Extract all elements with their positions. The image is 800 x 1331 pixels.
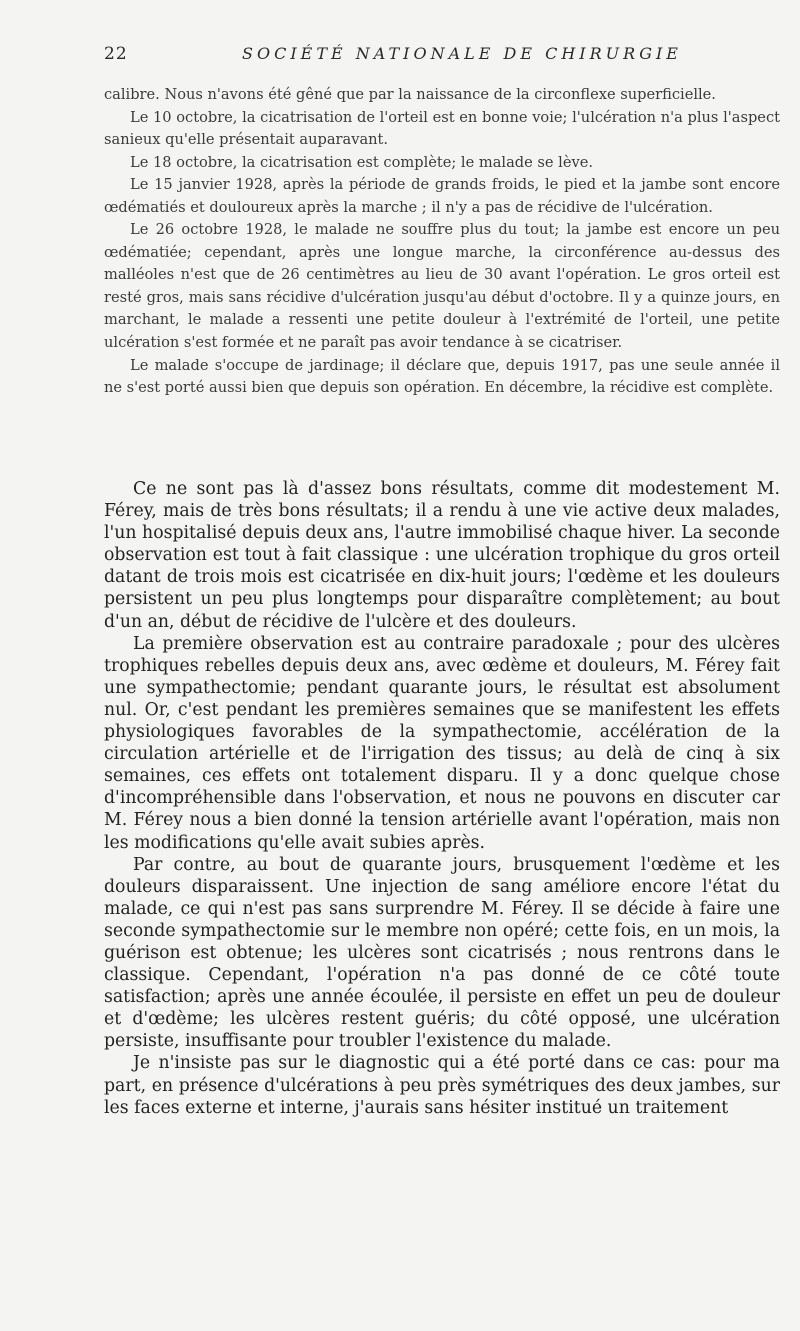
discussion-paragraph: Je n'insiste pas sur le diagnostic qui a été porté dans ce cas: pour ma part, en présence d'ulcérations à peu près symétriques des deux jambes, sur les faces externe et interne, j'aurais sans hésiter institué un traitement (104, 1053, 780, 1118)
discussion-paragraph: La première observation est au contraire paradoxale ; pour des ulcères trophiques rebelles depuis deux ans, avec œdème et douleurs, M. Férey fait une sympathectomie; pendant quarante jours, le résultat est absolument nul. Or, c'est pendant les premières semaines que se manifestent les effets physiologiques favorables de la sympathectomie, accélération de la circulation artérielle et de l'irrigation des tissus; au delà de cinq à six semaines, ces effets ont totalement disparu. Il y a donc quelque chose d'incompréhensible dans l'observation, et nous ne pouvons en discuter car M. Férey nous a bien donné la tension artérielle avant l'opération, mais non les modifications qu'elle avait subies après. (104, 633, 780, 853)
observation-paragraph: Le 26 octobre 1928, le malade ne souffre plus du tout; la jambe est encore un peu œdématiée; cependant, après une longue marche, la circonférence au-dessus des malléoles n'est que de 26 centimètres au lieu de 30 avant l'opération. Le gros orteil est resté gros, mais sans récidive d'ulcération jusqu'au début d'octobre. Il y a quinze jours, en marchant, le malade a ressenti une petite douleur à l'extrémité de l'orteil, une petite ulcération s'est formée et ne paraît pas avoir tendance à se cicatriser. (104, 221, 780, 352)
observation-paragraph: Le 18 octobre, la cicatrisation est complète; le malade se lève. (130, 153, 593, 171)
observation-text (104, 84, 780, 400)
running-title: SOCIÉTÉ NATIONALE DE CHIRURGIE (242, 44, 682, 63)
observation-paragraph: calibre. Nous n'avons été gêné que par la naissance de la circonflexe superficielle. (104, 86, 716, 103)
discussion-paragraph: Par contre, au bout de quarante jours, brusquement l'œdème et les douleurs disparaissent. Une injection de sang améliore encore l'état du malade, ce qui n'est pas sans surprendre M. Férey. Il se décide à faire une seconde sympathectomie sur le membre non opéré; cette fois, en un mois, la guérison est obtenue; les ulcères sont cicatrisés ; nous rentrons dans le classique. Cependant, l'opération n'a pas donné de ce côté toute satisfaction; après une année écoulée, il persiste en effet un peu de douleur et d'œdème; les ulcères restent guéris; du côté opposé, une ulcération persiste, insuffisante pour troubler l'existence du malade. (104, 854, 780, 1052)
observation-paragraph: Le 10 octobre, la cicatrisation de l'orteil est en bonne voie; l'ulcération n'a plus l'aspect sanieux qu'elle présentait auparavant. (104, 108, 780, 149)
observation-paragraph: Le malade s'occupe de jardinage; il déclare que, depuis 1917, pas une seule année il ne s'est porté aussi bien que depuis son opération. En décembre, la récidive est complète. (104, 356, 780, 397)
discussion-text (104, 478, 780, 1119)
observation-paragraph: Le 15 janvier 1928, après la période de grands froids, le pied et la jambe sont encore œdématiés et douloureux après la marche ; il n'y a pas de récidive de l'ulcération. (104, 176, 780, 216)
page-number: 22 (104, 44, 128, 64)
page-header (104, 44, 780, 68)
discussion-paragraph: Ce ne sont pas là d'assez bons résultats, comme dit modestement M. Férey, mais de très bons résultats; il a rendu à une vie active deux malades, l'un hospitalisé depuis deux ans, l'autre immobilisé chaque hiver. La seconde observation est tout à fait classique : une ulcération trophique du gros orteil datant de trois mois est cicatrisée en dix-huit jours; l'œdème et les douleurs persistent un peu plus longtemps pour disparaître complètement; au bout d'un an, début de récidive de l'ulcère et des douleurs. (104, 479, 780, 632)
